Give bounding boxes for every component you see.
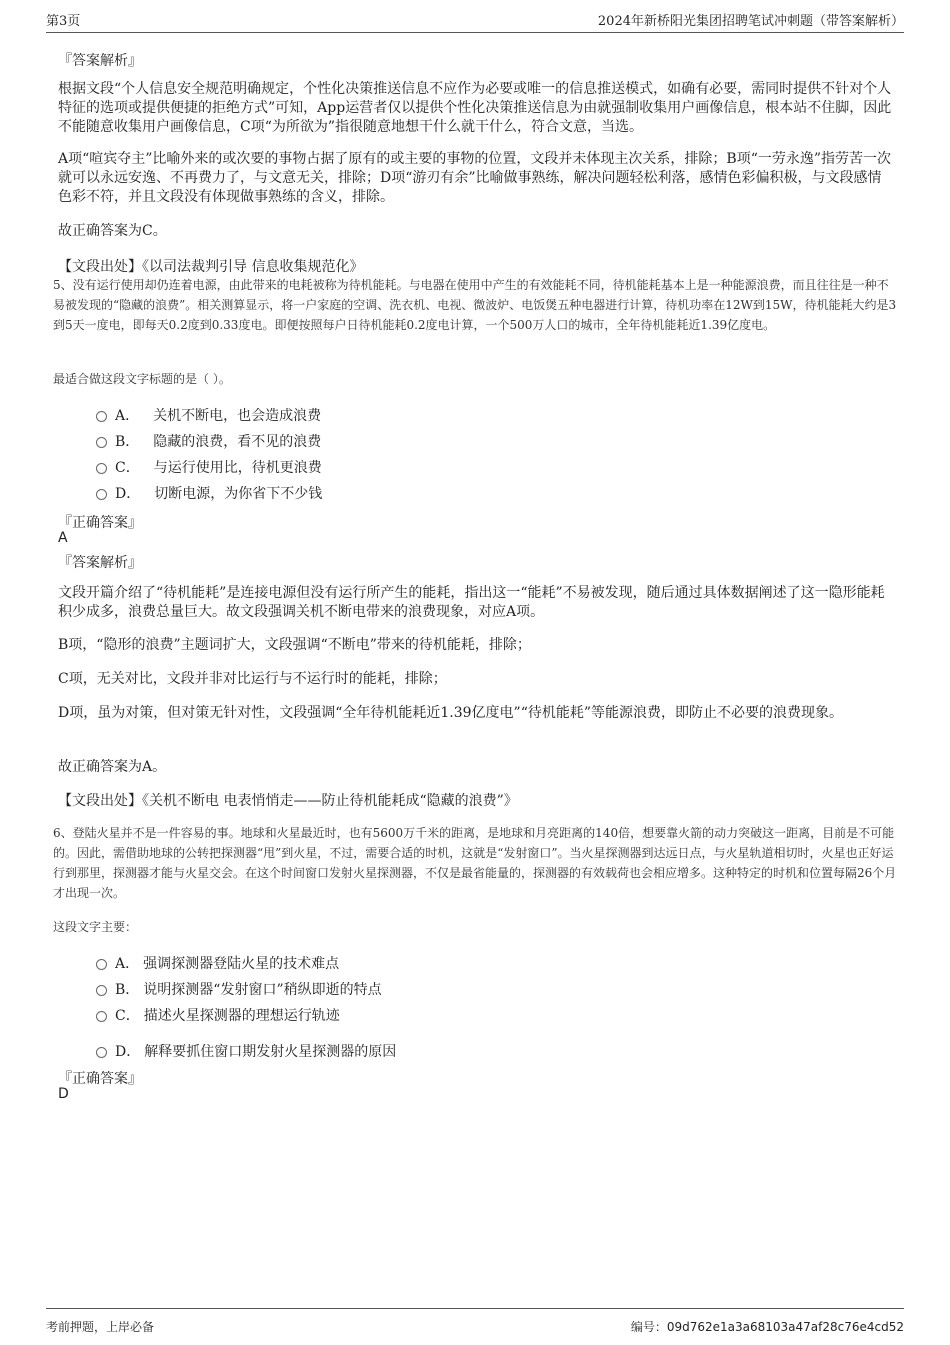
q4-analysis-label: 『答案解析』 xyxy=(58,53,142,69)
q5-stem: 5、没有运行使用却仍连着电源，由此带来的电耗被称为待机能耗。与电器在使用中产生的有效能耗不同，待机能耗基本上是一种能源浪费，而且往往是一种不易被发现的“隐藏的浪费”。相关测算显示，将一户家庭的空调、洗衣机、电视、微波炉、电饭煲五种电器进行计算，待机功率在12W到15W，待机能耗大约是3到5天一度电，即每天0.2度到0.33度电。即便按照每户日待机能耗0.2度电计算，一个500万人口的城市，全年待机能耗近1.39亿度电。 xyxy=(53,278,897,332)
option-letter: D． xyxy=(115,1044,141,1060)
footer-code-label: 编号： xyxy=(630,1320,667,1334)
page-header xyxy=(46,10,904,33)
radio-icon[interactable] xyxy=(96,437,107,448)
q6-stem: 6、登陆火星并不是一件容易的事。地球和火星最近时，也有5600万千米的距离，是地球和月亮距离的140倍，想要靠火箭的动力突破这一距离，目前是不可能的。因此，需借助地球的公转把探测器“甩”到火星，不过，需要合适的时机，这就是“发射窗口”。当火星探测器到达远日点，与火星轨道相切时，火星也正好运行到那里，探测器才能与火星交会。在这个时间窗口发射火星探测器，不仅是最省能量的，探测器的有效载荷也会相应增多。这种特定的时机和位置每隔26个月才出现一次。 xyxy=(53,826,897,900)
q5-analysis-para1: 文段开篇介绍了“待机能耗”是连接电源但没有运行所产生的能耗，指出这一“能耗”不易被发现，随后通过具体数据阐述了这一隐形能耗积少成多，浪费总量巨大。故文段强调关机不断电带来的浪费现象，对应A项。 xyxy=(58,585,885,620)
q6-question: 这段文字主要： xyxy=(53,920,138,934)
option-letter: D． xyxy=(115,486,141,502)
radio-icon[interactable] xyxy=(96,489,107,500)
q4-analysis-para2: A项“喧宾夺主”比喻外来的或次要的事物占据了原有的或主要的事物的位置，文段并未体现主次关系，排除；B项“一劳永逸”指劳苦一次就可以永远安逸、不再费力了，与文意无关，排除；D项“游刃有余”比喻做事熟练，解决问题轻松利落，感情色彩偏积极，与文段感情色彩不符，并且文段没有体现做事熟练的含义，排除。 xyxy=(58,151,892,205)
q5-source: 【文段出处】《关机不断电 电表悄悄走——防止待机能耗成“隐藏的浪费”》 xyxy=(58,793,518,809)
radio-icon[interactable] xyxy=(96,985,107,996)
option-text: 隐藏的浪费，看不见的浪费 xyxy=(153,434,322,450)
q5-analysis-para3: C项，无关对比，文段并非对比运行与不运行时的能耗，排除； xyxy=(58,671,447,687)
q5-conclusion: 故正确答案为A。 xyxy=(58,759,167,775)
radio-icon[interactable] xyxy=(96,959,107,970)
option-text: 切断电源，为你省下不少钱 xyxy=(154,486,323,502)
radio-icon[interactable] xyxy=(96,411,107,422)
q5-analysis-para4: D项，虽为对策，但对策无针对性，文段强调“全年待机能耗近1.39亿度电”“待机能耗”等能源浪费，即防止不必要的浪费现象。 xyxy=(58,705,844,721)
q5-analysis-para2: B项，“隐形的浪费”主题词扩大，文段强调“不断电”带来的待机能耗，排除； xyxy=(58,637,531,653)
option-text: 说明探测器“发射窗口”稍纵即逝的特点 xyxy=(143,982,382,998)
radio-icon[interactable] xyxy=(96,1047,107,1058)
q5-analysis-label: 『答案解析』 xyxy=(58,555,142,571)
q6-option-b[interactable] xyxy=(96,979,382,999)
q6-option-a[interactable] xyxy=(96,953,339,973)
q6-correct-label: 『正确答案』 xyxy=(58,1071,142,1087)
footer-code xyxy=(631,1318,904,1335)
option-letter: B． xyxy=(115,434,140,450)
radio-icon[interactable] xyxy=(96,1011,107,1022)
option-letter: A． xyxy=(115,956,140,972)
q4-source: 【文段出处】《以司法裁判引导 信息收集规范化》 xyxy=(58,259,364,275)
footer-code-value: 09d762e1a3a68103a47af28c76e4cd52 xyxy=(666,1320,904,1334)
page-footer xyxy=(46,1308,904,1334)
q4-analysis-para1: 根据文段“个人信息安全规范明确规定，个性化决策推送信息不应作为必要或唯一的信息推送模式，如确有必要，需同时提供不针对个人特征的选项或提供便捷的拒绝方式”可知，App运营者仅以提供个性化决策推送信息为由就强制收集用户画像信息，根本站不住脚，因此不能随意收集用户画像信息，C项“为所欲为”指很随意地想干什么就干什么，符合文意，当选。 xyxy=(58,81,892,135)
option-text: 关机不断电，也会造成浪费 xyxy=(153,408,322,424)
option-text: 描述火星探测器的理想运行轨迹 xyxy=(143,1008,340,1024)
footer-slogan: 考前押题，上岸必备 xyxy=(46,1320,155,1334)
q6-option-c[interactable] xyxy=(96,1005,340,1025)
q5-option-c[interactable] xyxy=(96,457,322,477)
option-letter: B． xyxy=(115,982,140,998)
option-text: 与运行使用比，待机更浪费 xyxy=(153,460,322,476)
document-title: 2024年新桥阳光集团招聘笔试冲刺题（带答案解析） xyxy=(597,14,904,29)
q5-option-a[interactable] xyxy=(96,405,321,425)
option-letter: A． xyxy=(115,408,140,424)
option-text: 强调探测器登陆火星的技术难点 xyxy=(143,956,340,972)
option-letter: C． xyxy=(115,1008,140,1024)
q5-answer: A xyxy=(58,530,68,546)
radio-icon[interactable] xyxy=(96,463,107,474)
q5-question: 最适合做这段文字标题的是（ ）。 xyxy=(53,372,231,386)
option-letter: C． xyxy=(115,460,140,476)
q5-correct-label: 『正确答案』 xyxy=(58,515,142,531)
q6-option-d[interactable] xyxy=(96,1041,396,1061)
q5-option-d[interactable] xyxy=(96,483,322,503)
page-number: 第3页 xyxy=(46,14,81,29)
q6-answer: D xyxy=(58,1086,69,1102)
q5-option-b[interactable] xyxy=(96,431,321,451)
q4-conclusion: 故正确答案为C。 xyxy=(58,223,167,239)
option-text: 解释要抓住窗口期发射火星探测器的原因 xyxy=(144,1044,397,1060)
